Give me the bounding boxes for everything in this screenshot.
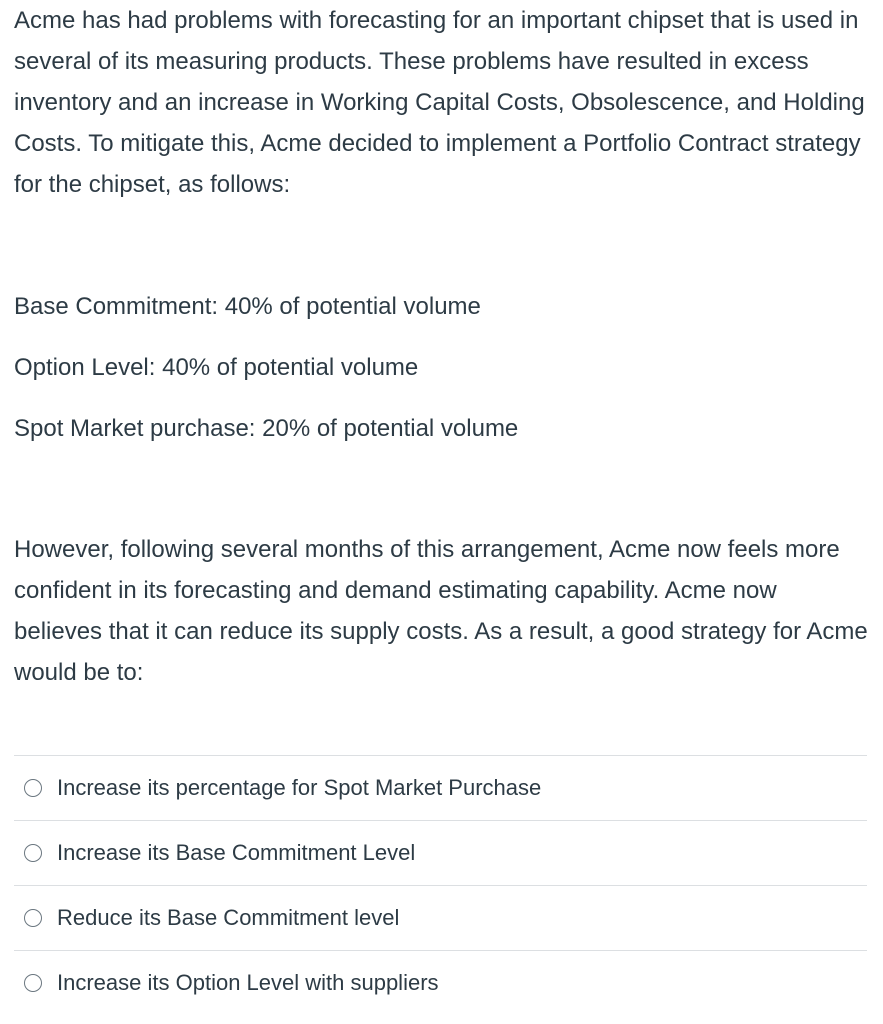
- radio-button[interactable]: [24, 779, 42, 797]
- answer-label: Increase its percentage for Spot Market Purchase: [57, 775, 542, 800]
- question-body: [14, 0, 870, 693]
- answer-option-1[interactable]: [14, 756, 867, 821]
- radio-button[interactable]: [24, 844, 42, 862]
- strategy-base-commitment: Base Commitment: 40% of potential volume: [14, 293, 481, 320]
- radio-button[interactable]: [24, 909, 42, 927]
- radio-button[interactable]: [24, 974, 42, 992]
- answer-label: Increase its Base Commitment Level: [57, 840, 416, 865]
- answer-option-2[interactable]: [14, 821, 867, 886]
- answer-label: Reduce its Base Commitment level: [57, 905, 400, 930]
- answer-option-3[interactable]: [14, 886, 867, 951]
- question-followup: However, following several months of this arrangement, Acme now feels more confident in its forecasting and demand estimating capability. Acme now believes that it can reduce its supply costs. As a result, a good strategy for Acme would be to:: [14, 536, 868, 686]
- strategy-spot-market: Spot Market purchase: 20% of potential volume: [14, 415, 519, 442]
- strategy-option-level: Option Level: 40% of potential volume: [14, 354, 419, 381]
- question-intro: Acme has had problems with forecasting for an important chipset that is used in several of its measuring products. These problems have resulted in excess inventory and an increase in Working Capital Costs, Obsolescence, and Holding Costs. To mitigate this, Acme decided to implement a Portfolio Contract strategy for the chipset, as follows:: [14, 7, 865, 198]
- answer-label: Increase its Option Level with suppliers: [57, 970, 439, 995]
- answer-list: [14, 755, 867, 1015]
- answer-option-4[interactable]: [14, 951, 867, 1015]
